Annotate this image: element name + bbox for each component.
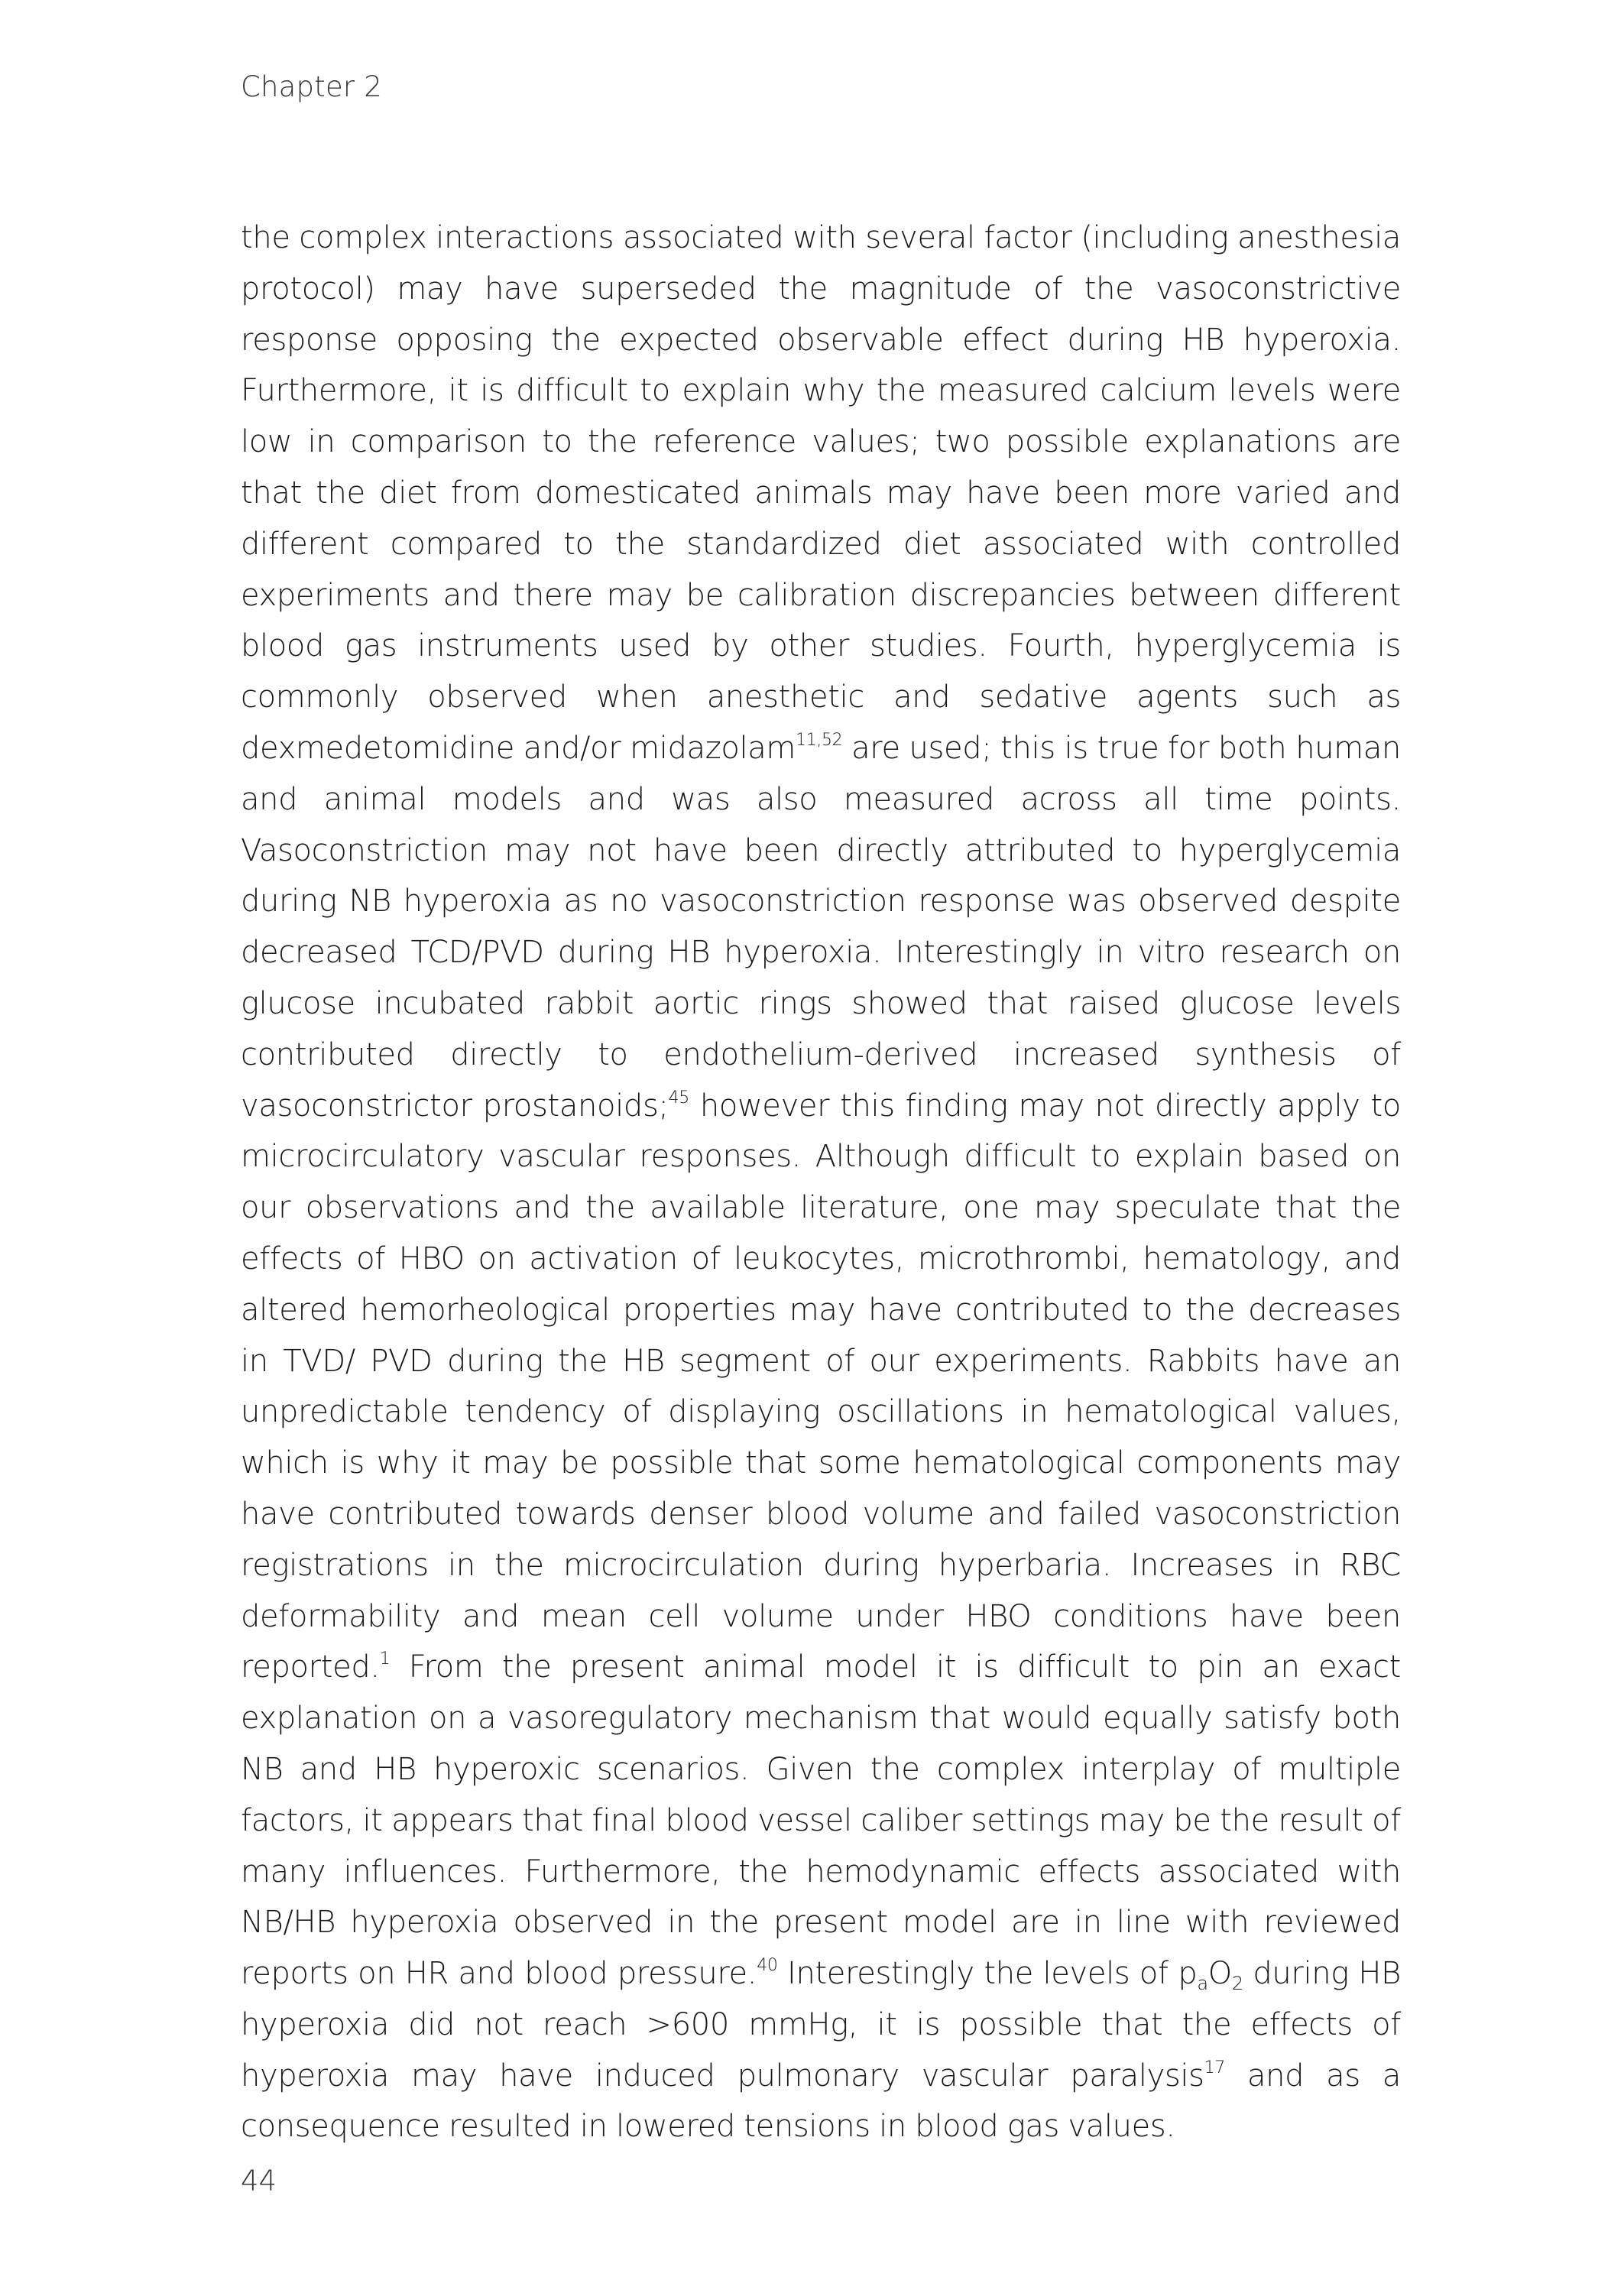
text-segment: the complex interactions associated with several factor (including anesthesia protocol) may have superseded the magnitude of the vasoconstrictive response opposing the expected observable effect during HB hyperoxia. Furthermore, it is difficult to explain why the measured calcium levels were low in comparison to the reference values; two possible explanations are that the diet from domesticated animals may have been more varied and different compared to the standardized diet associated with controlled experiments and there may be calibration discrepancies between different blood gas instruments used by other studies. Fourth, hyperglycemia is commonly observed when anesthetic and sedative agents such as dexmedetomidine and/or midazolam bbox=[241, 220, 1401, 766]
citation-superscript: 40 bbox=[757, 1956, 778, 1976]
citation-superscript: 17 bbox=[1204, 2058, 1225, 2077]
subscript: 2 bbox=[1231, 1973, 1243, 1995]
text-segment: From the present animal model it is difficult to pin an exact explanation on a vasoregulatory mechanism that would equally satisfy both NB and HB hyperoxic scenarios. Given the complex interplay of multiple factors, it appears that final blood vessel caliber settings may be the result of many influences. Furthermore, the hemodynamic effects associated with NB/HB hyperoxia observed in the present model are in line with reviewed reports on HR and blood pressure. bbox=[241, 1649, 1401, 1992]
text-segment: and as a consequence resulted in lowered tensions in blood gas values. bbox=[241, 2058, 1401, 2145]
subscript: a bbox=[1197, 1973, 1208, 1995]
body-paragraph bbox=[241, 212, 1401, 2152]
page-number: 44 bbox=[241, 2165, 277, 2197]
text-segment: during HB hyperoxia did not reach >600 mmHg, it is possible that the effects of hyperoxia may have induced pulmonary vascular paralysis bbox=[241, 1956, 1401, 2094]
citation-superscript: 45 bbox=[668, 1088, 689, 1108]
text-segment: O bbox=[1207, 1956, 1232, 1992]
text-segment: are used; this is true for both human and animal models and was also measured across all time points. Vasoconstriction may not have been directly attributed to hyperglycemia during NB hyperoxia as no vasoconstriction response was observed despite decreased TCD/PVD during HB hyperoxia. Interestingly in vitro research on glucose incubated rabbit aortic rings showed that raised glucose levels contributed directly to endothelium-derived increased synthesis of vasoconstrictor prostanoids; bbox=[241, 730, 1401, 1124]
citation-superscript: 11,52 bbox=[796, 730, 843, 750]
citation-superscript: 1 bbox=[379, 1649, 391, 1669]
running-head: Chapter 2 bbox=[241, 70, 383, 103]
text-segment: however this finding may not directly apply to microcirculatory vascular responses. Although difficult to explain based on our observations and the available literature, one may speculate that the effects of HBO on activation of leukocytes, microthrombi, hematology, and altered hemorheological properties may have contributed to the decreases in TVD/ PVD during the HB segment of our experiments. Rabbits have an unpredictable tendency of displaying oscillations in hematological values, which is why it may be possible that some hematological components may have contributed towards denser blood volume and failed vasoconstriction registrations in the microcirculation during hyperbaria. Increases in RBC deformability and mean cell volume under HBO conditions have been reported. bbox=[241, 1088, 1402, 1685]
text-segment: Interestingly the levels of p bbox=[777, 1956, 1198, 1992]
